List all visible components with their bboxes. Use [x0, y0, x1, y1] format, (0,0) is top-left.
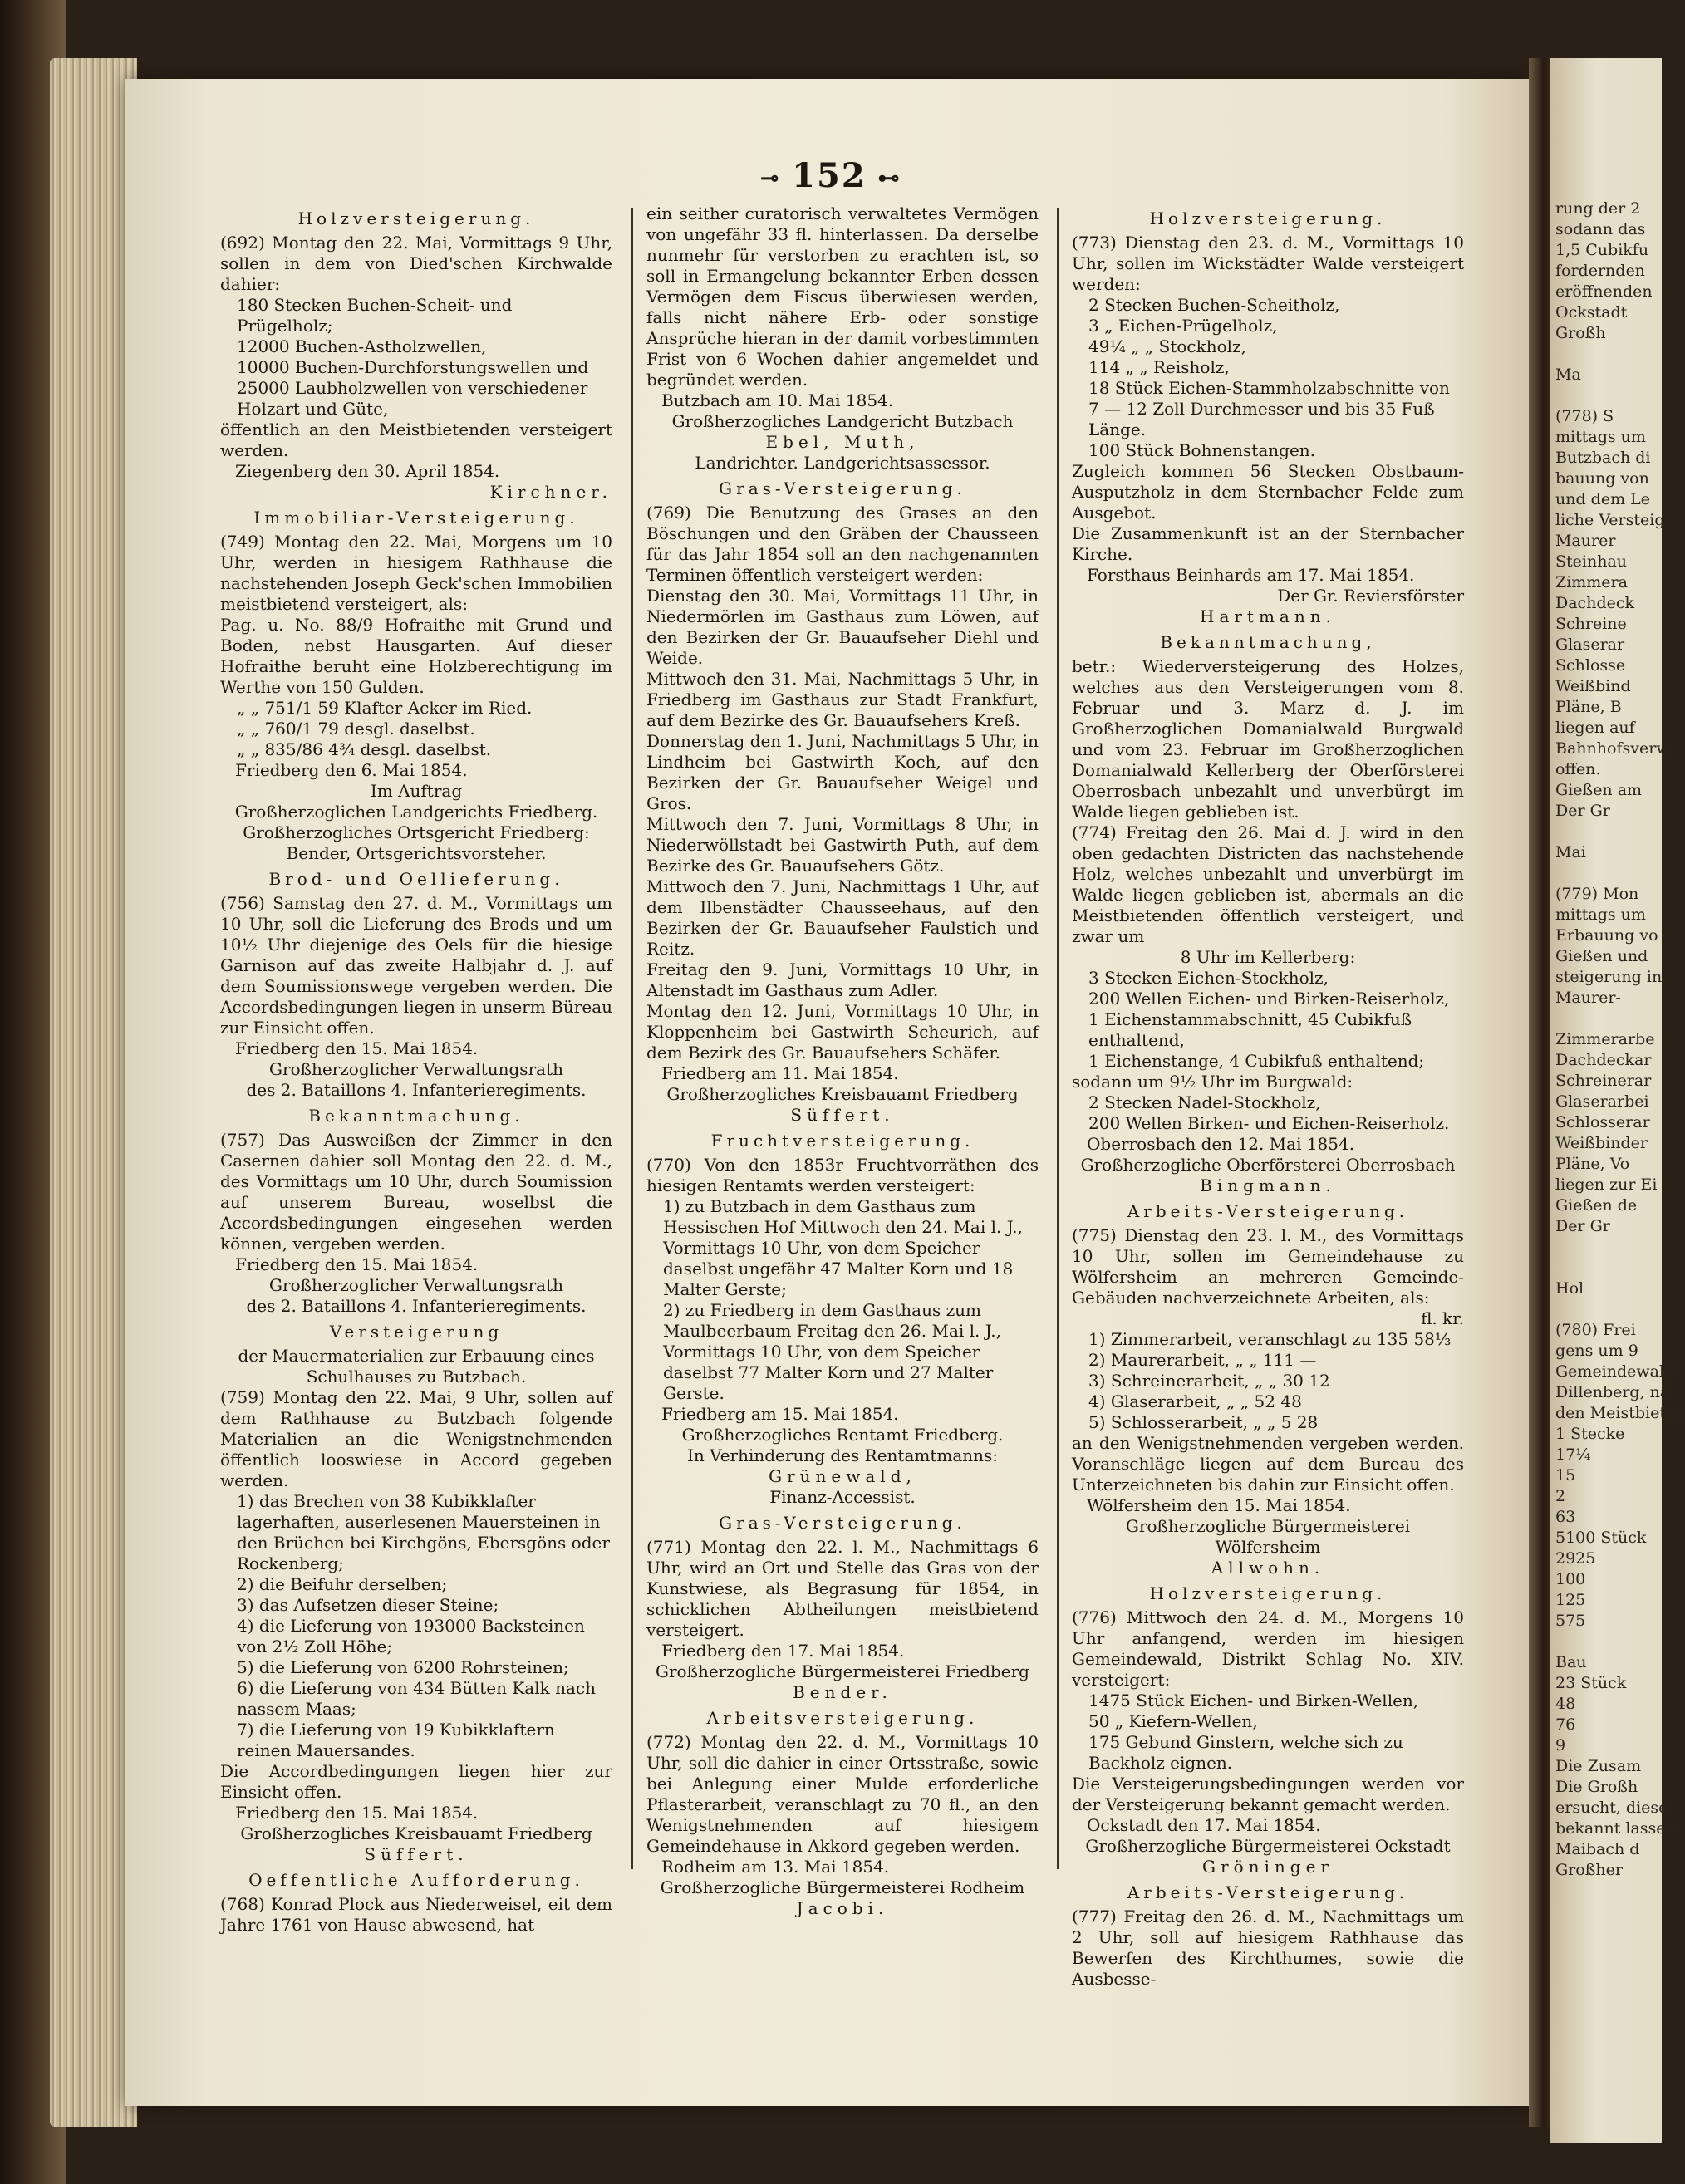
heading: Immobiliar-Versteigerung. [253, 508, 579, 528]
signature: Gröninger [1202, 1857, 1334, 1877]
notice-768: (768) Konrad Plock aus Niederweisel, eit dem Jahre 1761 von Hause abwesend, hat [220, 1894, 612, 1935]
list-item: 1 Eichenstange, 4 Cubikfuß enthaltend; [1088, 1051, 1425, 1071]
heading: Gras-Versteigerung. [719, 479, 966, 498]
signature: Finanz-Accessist. [769, 1487, 916, 1507]
facing-page-line: Pläne, B [1555, 698, 1622, 716]
facing-page-line: liche Versteig [1555, 511, 1665, 529]
facing-page-line: Schreinerar [1555, 1072, 1652, 1090]
ornament-left-icon: ⊸ [760, 166, 781, 191]
place-date: Friedberg den 15. Mai 1854. [235, 1254, 479, 1274]
facing-page-line: Ockstadt [1555, 303, 1628, 321]
list-item: 2) zu Friedberg in dem Gasthaus zum Maulbeerbaum Freitag den 26. Mai l. J., Vormittags 10 Uhr, von dem Speicher daselbst 77 Malter Korn und 27 Malter Gerste. [663, 1300, 1001, 1403]
list-item: 1) zu Butzbach in dem Gasthaus zum Hessischen Hof Mittwoch den 24. Mai l. J., Vormittags 10 Uhr, von dem Speicher daselbst ungefähr 47 Malter Korn und 18 Malter Gerste; [663, 1196, 1023, 1299]
list-item: 18 Stück Eichen-Stammholzabschnitte von 7 — 12 Zoll Durchmesser und bis 35 Fuß Länge. [1088, 378, 1450, 439]
page-number: 152 [792, 156, 867, 195]
facing-page-line: Dachdeck [1555, 594, 1634, 612]
facing-page-line: liegen zur Ei [1555, 1175, 1658, 1194]
list-item: Pag. u. No. 88/9 Hofraithe mit Grund und Boden, nebst Hausgarten. Auf dieser Hofraithe beruht eine Holzberechtigung im Werthe von 150 Gulden. [220, 615, 612, 697]
list-item: 180 Stecken Buchen-Scheit- und Prügelholz; [237, 295, 513, 336]
notice-759: (759) Montag den 22. Mai, 9 Uhr, sollen auf dem Rathhause zu Butzbach folgende Materialien an die Wenigstnehmenden öffentlich looswiese in Accord gegeben werden. [220, 1387, 612, 1490]
notice-769: (769) Die Benutzung des Grases an den Böschungen und den Gräben der Chausseen für das Jahr 1854 soll an den nachgenannten Terminen öffentlich versteigert werden: [646, 503, 1039, 585]
place-date: Forsthaus Beinhards am 17. Mai 1854. [1087, 565, 1415, 585]
notice-773: (773) Dienstag den 23. d. M., Vormittags 10 Uhr, sollen im Wickstädter Walde versteigert werden: [1072, 233, 1464, 294]
facing-page-line: 9 [1555, 1736, 1566, 1755]
page-number-header [0, 156, 1662, 195]
notice-692: (692) Montag den 22. Mai, Vormittags 9 Uhr, sollen in dem von Died'schen Kirchwalde dahier: [220, 233, 612, 294]
list-heading: 8 Uhr im Kellerberg: [1180, 947, 1356, 967]
heading: Arbeits-Versteigerung. [1127, 1201, 1409, 1221]
facing-page-line: Maibach d [1555, 1840, 1640, 1858]
facing-page-line: Schlosserar [1555, 1113, 1650, 1131]
list-item: Donnerstag den 1. Juni, Nachmittags 5 Uhr, in Lindheim bei Gastwirth Koch, auf den Bezirken der Gr. Bauaufseher Weigel und Gros. [646, 731, 1039, 813]
facing-page-line: Weißbind [1555, 677, 1631, 695]
facing-page-line: eröffnenden [1555, 282, 1653, 301]
heading: Versteigerung [329, 1322, 504, 1342]
facing-page-line: sodann das [1555, 220, 1646, 238]
list-item: Mittwoch den 7. Juni, Vormittags 8 Uhr, in Niederwöllstadt bei Gastwirth Puth, auf dem Bezirke des Gr. Bauaufsehers Götz. [646, 814, 1039, 876]
list-item: 6) die Lieferung von 434 Bütten Kalk nach nassem Maas; [237, 1678, 596, 1719]
signature: In Verhinderung des Rentamtmanns: [686, 1445, 999, 1465]
signature: Süffert. [790, 1105, 895, 1125]
facing-page-line: Glaserarbei [1555, 1092, 1649, 1111]
signature: Großherzogliche Oberförsterei Oberrosbach [1080, 1155, 1456, 1175]
facing-page-line: Zimmerarbe [1555, 1030, 1655, 1048]
facing-page-line: Die Großh [1555, 1778, 1638, 1796]
facing-page-line: 5100 Stück [1555, 1529, 1647, 1547]
list-item: 200 Wellen Eichen- und Birken-Reiserholz, [1088, 989, 1450, 1009]
place-date: Wölfersheim den 15. Mai 1854. [1087, 1495, 1351, 1515]
list-item: „ „ 835/86 4¾ desgl. daselbst. [237, 739, 492, 759]
notice-768-continued: ein seither curatorisch verwaltetes Vermögen von ungefähr 33 fl. hinterlassen. Da derselbe nunmehr für verstorben zu erachten ist, so soll in Ermangelung bekannter Erben dessen Vermögen dem Fiscus überwiesen werden, falls nicht nähere Erb- oder sonstige Ansprüche hieran in der damit vorbestimmten Frist von 6 Wochen dahier angemeldet und begründet werden. [646, 204, 1039, 390]
signature: Allwohn. [1211, 1558, 1325, 1578]
facing-page-line: Gemeindewald [1555, 1362, 1675, 1381]
notice-756: (756) Samstag den 27. d. M., Vormittags um 10 Uhr, soll die Lieferung des Brods und um 10½ Uhr diejenige des Oels für die hiesige Garnison auf das zweite Halbjahr d. J. auf dem Soumissionswege vergeben werden. Die Accordsbedingungen liegen in unserm Büreau zur Einsicht offen. [220, 893, 612, 1038]
facing-page-line: 100 [1555, 1570, 1586, 1588]
heading: Oeffentliche Aufforderung. [248, 1870, 584, 1890]
facing-page-line: 125 [1555, 1591, 1586, 1609]
facing-page-line: 2925 [1555, 1549, 1596, 1568]
list-item: 7) die Lieferung von 19 Kubikklaftern reinen Mauersandes. [237, 1720, 555, 1760]
facing-page-line: den Meistbieten [1555, 1404, 1685, 1422]
heading: Fruchtversteigerung. [710, 1131, 975, 1151]
facing-page-line: Gießen de [1555, 1196, 1638, 1215]
notice-text: an den Wenigstnehmenden vergeben werden. Voranschläge liegen auf dem Bureau des Unterzeichneten bis dahin zur Einsicht offen. [1072, 1433, 1464, 1494]
place-date: Friedberg den 15. Mai 1854. [235, 1038, 479, 1058]
facing-page-line: Ma [1555, 366, 1581, 384]
column-rule-1 [631, 208, 633, 1869]
facing-page-line: Die Zusam [1555, 1757, 1642, 1775]
subheading: der Mauermaterialien zur Erbauung eines Schulhauses zu Butzbach. [238, 1346, 595, 1386]
facing-page-line: Großh [1555, 324, 1606, 342]
facing-page-line: 48 [1555, 1695, 1576, 1713]
facing-page-line: ersucht, diese [1555, 1799, 1668, 1817]
facing-page-line: 17¼ [1555, 1445, 1591, 1464]
notice-757: (757) Das Ausweißen der Zimmer in den Casernen dahier soll Montag den 22. d. M., des Vormittags um 10 Uhr, durch Soumission auf unserem Bureau, woselbst die Accordsbedingungen eingesehen werden können, vergeben werden. [220, 1130, 612, 1254]
facing-page-line: 15 [1555, 1466, 1576, 1485]
notice-770: (770) Von den 1853r Fruchtvorräthen des hiesigen Rentamts werden versteigert: [646, 1155, 1039, 1195]
list-item: „ „ 751/1 59 Klafter Acker im Ried. [237, 698, 533, 718]
column-2 [646, 204, 1039, 1919]
signature: Im Auftrag [370, 781, 463, 801]
facing-page-line: 1 Stecke [1555, 1425, 1625, 1443]
facing-page-line: rung der 2 [1555, 199, 1641, 218]
facing-page-line: Erbauung vo [1555, 926, 1658, 945]
signature: Großherzogliche Bürgermeisterei Wölfersheim [1125, 1516, 1411, 1557]
facing-page-line: Dillenberg, na [1555, 1383, 1670, 1401]
signature: Grünewald, [769, 1466, 916, 1486]
facing-page-line: Der Gr [1555, 802, 1610, 820]
signature: des 2. Bataillons 4. Infanterieregiments. [246, 1296, 587, 1316]
signature: Großherzoglichen Landgerichts Friedberg. [234, 802, 598, 822]
signature: Bender, Ortsgerichtsvorsteher. [286, 843, 547, 863]
list-item: „ „ 760/1 79 desgl. daselbst. [237, 719, 475, 739]
list-item: 2) die Beifuhr derselben; [237, 1574, 448, 1594]
facing-page-line: Der Gr [1555, 1217, 1610, 1235]
signature: Landrichter. Landgerichtsassessor. [695, 453, 990, 473]
facing-page-line: Bahnhofsverw [1555, 739, 1670, 758]
signature: Großherzoglicher Verwaltungsrath [269, 1275, 563, 1295]
facing-page-line: Steinhau [1555, 552, 1628, 571]
signature: Jacobi. [796, 1898, 889, 1918]
notice-text: Die Accordbedingungen liegen hier zur Einsicht offen. [220, 1761, 612, 1802]
facing-page-line: Gießen am [1555, 781, 1643, 799]
facing-page-line: Mai [1555, 843, 1586, 861]
notice-776: (776) Mittwoch den 24. d. M., Morgens 10 Uhr anfangend, werden im hiesigen Gemeindewald, Distrikt Schlag No. XIV. versteigert: [1072, 1607, 1464, 1690]
notice-775: (775) Dienstag den 23. l. M., des Vormittags 10 Uhr, sollen im Gemeindehause zu Wölfersheim an mehreren Gemeinde-Gebäuden nachverzeichnete Arbeiten, als: [1072, 1225, 1464, 1308]
place-date: Friedberg den 6. Mai 1854. [235, 760, 468, 780]
signature: Süffert. [364, 1844, 469, 1864]
heading: Bekanntmachung. [308, 1106, 524, 1126]
notice-text: öffentlich an den Meistbietenden versteigert werden. [220, 420, 612, 460]
list-item: 25000 Laubholzwellen von verschiedener Holzart und Güte, [237, 378, 588, 419]
heading: Gras-Versteigerung. [719, 1513, 966, 1533]
notice-777: (777) Freitag den 26. d. M., Nachmittags um 2 Uhr, soll auf hiesigem Rathhause das Bewerfen des Kirchthumes, sowie die Ausbesse- [1072, 1907, 1464, 1989]
list-item: 12000 Buchen-Astholzwellen, [237, 336, 487, 356]
list-item: 100 Stück Bohnenstangen. [1088, 440, 1316, 460]
notice-subject: betr.: Wiederversteigerung des Holzes, welches aus den Versteigerungen vom 8. Februar und 3. Marz d. J. im Großherzoglichen Domanialwald Burgwald und vom 23. Februar im Großherzoglichen Domanialwald Kellerberg der Oberförsterei Oberrosbach unbezahlt und unverbürgt im Walde liegen geblieben ist. [1072, 656, 1464, 822]
place-date: Oberrosbach den 12. Mai 1854. [1087, 1134, 1355, 1154]
signature: Großherzogliches Ortsgericht Friedberg: [243, 822, 590, 842]
facing-page-line: bauung von [1555, 469, 1649, 488]
list-item: 2 Stecken Buchen-Scheitholz, [1088, 295, 1340, 315]
column-3 [1072, 204, 1464, 1990]
facing-page-line: Hol [1555, 1279, 1584, 1298]
column-rule-2 [1057, 208, 1059, 1869]
list-item: 1 Eichenstammabschnitt, 45 Cubikfuß enthaltend, [1088, 1009, 1412, 1050]
facing-page-line: bekannt lassen [1555, 1819, 1676, 1838]
signature: Großherzogliches Kreisbauamt Friedberg [666, 1084, 1019, 1104]
heading: Holzversteigerung. [297, 209, 535, 228]
list-item: Dienstag den 30. Mai, Vormittags 11 Uhr, in Niedermörlen im Gasthaus zum Löwen, auf den Bezirken der Gr. Bauaufseher Diehl und Weide. [646, 586, 1039, 668]
signature: Der Gr. Reviersförster [1277, 586, 1464, 606]
ornament-right-icon: ⊷ [877, 166, 901, 191]
list-item: 10000 Buchen-Durchforstungswellen und [237, 357, 589, 377]
list-item: 4) Glaserarbeit, „ „ 52 48 [1088, 1391, 1302, 1411]
signature: Großherzogliches Rentamt Friedberg. [681, 1425, 1004, 1445]
facing-page-line: mittags um [1555, 428, 1646, 446]
facing-page-fragment [1550, 58, 1685, 2143]
signature: Großherzoglicher Verwaltungsrath [269, 1059, 563, 1079]
facing-page-line: Maurer- [1555, 989, 1621, 1007]
facing-page-line: Großher [1555, 1861, 1623, 1879]
list-item: 5) Schlosserarbeit, „ „ 5 28 [1088, 1412, 1319, 1432]
place-date: Friedberg den 15. Mai 1854. [235, 1803, 479, 1823]
place-date: Rodheim am 13. Mai 1854. [661, 1857, 890, 1877]
list-item: 175 Gebund Ginstern, welche sich zu Backholz eignen. [1088, 1732, 1403, 1773]
place-date: Friedberg den 17. Mai 1854. [661, 1641, 905, 1661]
facing-page-line: 76 [1555, 1715, 1576, 1734]
column-1 [220, 204, 612, 1936]
facing-page-line: (780) Frei [1555, 1321, 1636, 1339]
signature: des 2. Bataillons 4. Infanterieregiments. [246, 1080, 587, 1100]
facing-page-line: Schreine [1555, 615, 1627, 633]
heading: Arbeitsversteigerung. [706, 1708, 979, 1728]
list-item: 4) die Lieferung von 193000 Backsteinen von 2½ Zoll Höhe; [237, 1616, 585, 1656]
facing-page-line: 23 Stück [1555, 1674, 1627, 1692]
list-item: 5) die Lieferung von 6200 Rohrsteinen; [237, 1657, 569, 1677]
place-date: Friedberg am 11. Mai 1854. [661, 1063, 899, 1083]
notice-771: (771) Montag den 22. l. M., Nachmittags 6 Uhr, wird an Ort und Stelle das Gras von der Kunstwiese, als Begrasung für 1854, in schicklichen Abtheilungen meistbietend versteigert. [646, 1537, 1039, 1640]
notice-772: (772) Montag den 22. d. M., Vormittags 10 Uhr, soll die dahier in einer Ortsstraße, sowie bei Anlegung einer Mulde erforderliche Pflasterarbeit, veranschlagt zu 70 fl., an den Wenigstnehmenden auf hiesigem Gemeindehause in Akkord gegeben werden. [646, 1732, 1039, 1856]
facing-page-line: Gießen und [1555, 947, 1648, 965]
facing-page-line: 575 [1555, 1612, 1586, 1630]
list-item: 50 „ Kiefern-Wellen, [1088, 1711, 1258, 1731]
list-item: 200 Wellen Birken- und Eichen-Reiserholz. [1088, 1113, 1450, 1133]
list-item: Mittwoch den 7. Juni, Nachmittags 1 Uhr, auf dem Ilbenstädter Chausseehaus, auf den Bezirken der Gr. Bauaufseher Faulstich und Reitz. [646, 876, 1039, 959]
signature: Hartmann. [1200, 606, 1336, 626]
facing-page-line: 2 [1555, 1487, 1566, 1505]
facing-page-line: Bau [1555, 1653, 1587, 1671]
facing-page-line: Schlosse [1555, 656, 1626, 675]
notice-774: (774) Freitag den 26. Mai d. J. wird in den oben gedachten Districten das nachstehende Holz, welches unbezahlt und unverbürgt im Walde liegen geblieben ist, abermals an die Meistbietenden öffentlich versteigert, und zwar um [1072, 822, 1464, 946]
facing-page-line: (779) Mon [1555, 885, 1639, 903]
facing-page-line: 63 [1555, 1508, 1576, 1526]
facing-page-line: und dem Le [1555, 490, 1650, 508]
list-item: 114 „ „ Reisholz, [1088, 357, 1230, 377]
notice-text: Die Versteigerungsbedingungen werden vor der Versteigerung bekannt gemacht werden. [1072, 1774, 1464, 1814]
place-date: Ockstadt den 17. Mai 1854. [1087, 1815, 1321, 1835]
place-date: Butzbach am 10. Mai 1854. [661, 390, 894, 410]
list-item: Montag den 12. Juni, Vormittags 10 Uhr, in Kloppenheim bei Gastwirth Scheurich, auf dem Bezirk des Gr. Bauaufsehers Schäfer. [646, 1001, 1039, 1063]
facing-page-line: Maurer [1555, 532, 1616, 550]
signature: Großherzogliches Landgericht Butzbach [671, 411, 1014, 431]
signature: Bender. [793, 1682, 892, 1702]
list-item: 1) Zimmerarbeit, veranschlagt zu 135 58⅓ [1088, 1329, 1452, 1349]
heading: Bekanntmachung, [1160, 632, 1376, 652]
facing-page-line: steigerung in [1555, 968, 1663, 986]
signature: Bingmann. [1200, 1175, 1336, 1195]
facing-page-line: liegen auf [1555, 719, 1635, 737]
heading: Holzversteigerung. [1149, 209, 1387, 228]
notice-text: Die Zusammenkunft ist an der Sternbacher Kirche. [1072, 523, 1464, 564]
signature: Ebel, Muth, [765, 432, 920, 452]
facing-page-line: mittags um [1555, 906, 1646, 924]
facing-page-line: Glaserar [1555, 636, 1625, 654]
place-date: Ziegenberg den 30. April 1854. [235, 461, 500, 481]
heading: Arbeits-Versteigerung. [1127, 1882, 1409, 1902]
signature: Kirchner. [489, 482, 612, 502]
signature: Großherzogliche Bürgermeisterei Friedberg [656, 1661, 1029, 1681]
list-item: 49¼ „ „ Stockholz, [1088, 336, 1246, 356]
facing-page-line: Butzbach di [1555, 449, 1651, 467]
list-item: 1) das Brechen von 38 Kubikklafter lagerhaften, auserlesenen Mauersteinen in den Brüchen bei Kirchgöns, Ebersgöns oder Rockenberg; [237, 1491, 610, 1573]
place-date: Friedberg am 15. Mai 1854. [661, 1404, 899, 1424]
list-item: 1475 Stück Eichen- und Birken-Wellen, [1088, 1691, 1419, 1710]
list-item: 3) das Aufsetzen dieser Steine; [237, 1595, 499, 1615]
facing-page-line: (778) S [1555, 407, 1614, 425]
facing-page-line: Weißbinder [1555, 1134, 1648, 1152]
facing-page-line: Zimmera [1555, 573, 1628, 591]
notice-749: (749) Montag den 22. Mai, Morgens um 10 Uhr, werden in hiesigem Rathhause die nachstehenden Joseph Geck'schen Immobilien meistbietend versteigert, als: [220, 532, 612, 614]
heading: Brod- und Oellieferung. [268, 869, 564, 889]
list-item: 2) Maurerarbeit, „ „ 111 — [1088, 1350, 1317, 1370]
list-item: 2 Stecken Nadel-Stockholz, [1088, 1092, 1321, 1112]
facing-page-line: fordernden [1555, 262, 1645, 280]
list-item: Mittwoch den 31. Mai, Nachmittags 5 Uhr, in Friedberg im Gasthaus zur Stadt Frankfurt, auf dem Bezirke des Gr. Bauaufsehers Kreß. [646, 669, 1039, 730]
list-item: 3) Schreinerarbeit, „ „ 30 12 [1088, 1371, 1330, 1391]
signature: Großherzogliche Bürgermeisterei Rodheim [660, 1877, 1025, 1897]
facing-page-line: Dachdeckar [1555, 1051, 1652, 1069]
facing-page-line: offen. [1555, 760, 1601, 778]
signature: Großherzogliche Bürgermeisterei Ockstadt [1085, 1836, 1451, 1856]
unit-header: fl. kr. [1421, 1308, 1464, 1328]
list-item: 3 Stecken Eichen-Stockholz, [1088, 968, 1329, 988]
facing-page-line: 1,5 Cubikfu [1555, 241, 1649, 259]
list-item: sodann um 9½ Uhr im Burgwald: [1072, 1072, 1353, 1092]
facing-page-line: gens um 9 [1555, 1342, 1638, 1360]
heading: Holzversteigerung. [1149, 1583, 1387, 1603]
list-item: Freitag den 9. Juni, Vormittags 10 Uhr, in Altenstadt im Gasthaus zum Adler. [646, 959, 1039, 1000]
facing-page-line: Pläne, Vo [1555, 1155, 1630, 1173]
notice-text: Zugleich kommen 56 Stecken Obstbaum-Ausputzholz in dem Sternbacher Felde zum Ausgebot. [1072, 461, 1464, 523]
signature: Großherzogliches Kreisbauamt Friedberg [240, 1823, 592, 1843]
list-item: 3 „ Eichen-Prügelholz, [1088, 316, 1278, 336]
